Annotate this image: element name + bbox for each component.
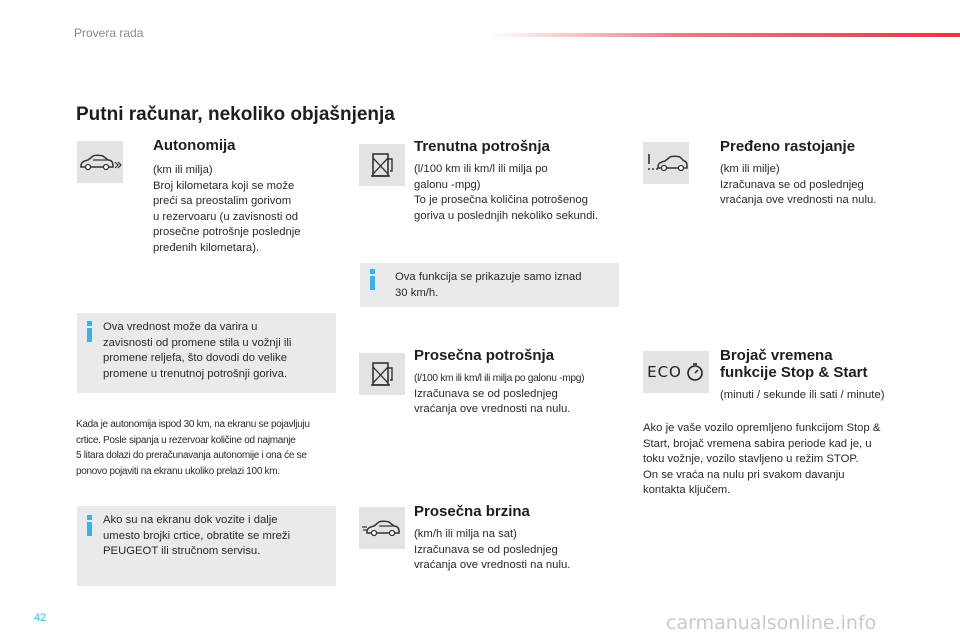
header-title: Provera rada bbox=[74, 26, 144, 40]
brojac-subtitle: (minuti / sekunde ili sati / minute) bbox=[720, 389, 885, 401]
header-rule bbox=[490, 33, 960, 37]
trenutna-text: (l/100 km ili km/l ili milja po galonu -mpg) To je prosečna količina potrošenog goriva u poslednjih nekoliko sekundi. bbox=[414, 163, 599, 222]
page-title: Putni računar, nekoliko objašnjenja bbox=[76, 104, 395, 125]
watermark: carmanualsonline.info bbox=[666, 612, 877, 634]
autonomija-title: Autonomija bbox=[153, 137, 236, 154]
info-box-varira: Ova vrednost može da varira u zavisnosti od promene stila u vožnji ili promene reljefa, što dovodi do velike promene u trenutnoj potrošnji goriva. bbox=[77, 313, 336, 393]
autonomija-text: (km ili milja) Broj kilometara koji se može preći sa preostalim gorivom u rezervoaru (u zavisnosti od prosečne potrošnje poslednje pređenih kilometara). bbox=[153, 164, 301, 254]
info-icon bbox=[87, 321, 92, 342]
fuel-pump-icon bbox=[359, 144, 405, 186]
predjeno-text: (km ili milje) Izračunava se od poslednjeg vraćanja ove vrednosti na nulu. bbox=[720, 163, 877, 206]
car-distance-icon bbox=[643, 142, 689, 184]
info-icon bbox=[370, 269, 375, 290]
eco-timer-icon: ECO bbox=[643, 351, 709, 393]
trenutna-title: Trenutna potrošnja bbox=[414, 138, 550, 155]
info-box-30kmh: Ova funkcija se prikazuje samo iznad 30 km/h. bbox=[360, 263, 619, 307]
info-box-servis: Ako su na ekranu dok vozite i dalje umesto brojki crtice, obratite se mreži PEUGEOT ili stručnom servisu. bbox=[77, 506, 336, 586]
brojac-text: Ako je vaše vozilo opremljeno funkcijom Stop & Start, brojač vremena sabira periode kad je, u toku vožnje, vozilo stavljeno u režim STOP. On se vraća na nulu pri svakom davanju kontakta ključem. bbox=[643, 422, 881, 496]
prosecna-brzina-text: (km/h ili milja na sat) Izračunava se od poslednjeg vraćanja ove vrednosti na nulu. bbox=[414, 528, 571, 571]
car-range-icon bbox=[77, 141, 123, 183]
prosecna-potrosnja-title: Prosečna potrošnja bbox=[414, 347, 555, 364]
predjeno-title: Pređeno rastojanje bbox=[720, 138, 856, 155]
car-speed-icon bbox=[359, 507, 405, 549]
page-number: 42 bbox=[34, 612, 47, 624]
prosecna-brzina-title: Prosečna brzina bbox=[414, 503, 530, 520]
prosecna-potrosnja-text: (l/100 km ili km/l ili milja po galonu -mpg) Izračunava se od poslednjeg vraćanja ove vrednosti na nulu. bbox=[414, 373, 585, 415]
info-icon bbox=[87, 515, 92, 536]
fuel-pump-icon bbox=[359, 353, 405, 395]
note-crtice: Kada je autonomija ispod 30 km, na ekranu se pojavljuju crtice. Posle sipanja u rezervoar količine od najmanje 5 litara dolazi do preračunavanja autonomije i ona će se ponovo pojaviti na ekranu ukoliko prelazi 100 km. bbox=[76, 419, 310, 477]
brojac-title: Brojač vremena funkcije Stop & Start bbox=[720, 347, 868, 381]
